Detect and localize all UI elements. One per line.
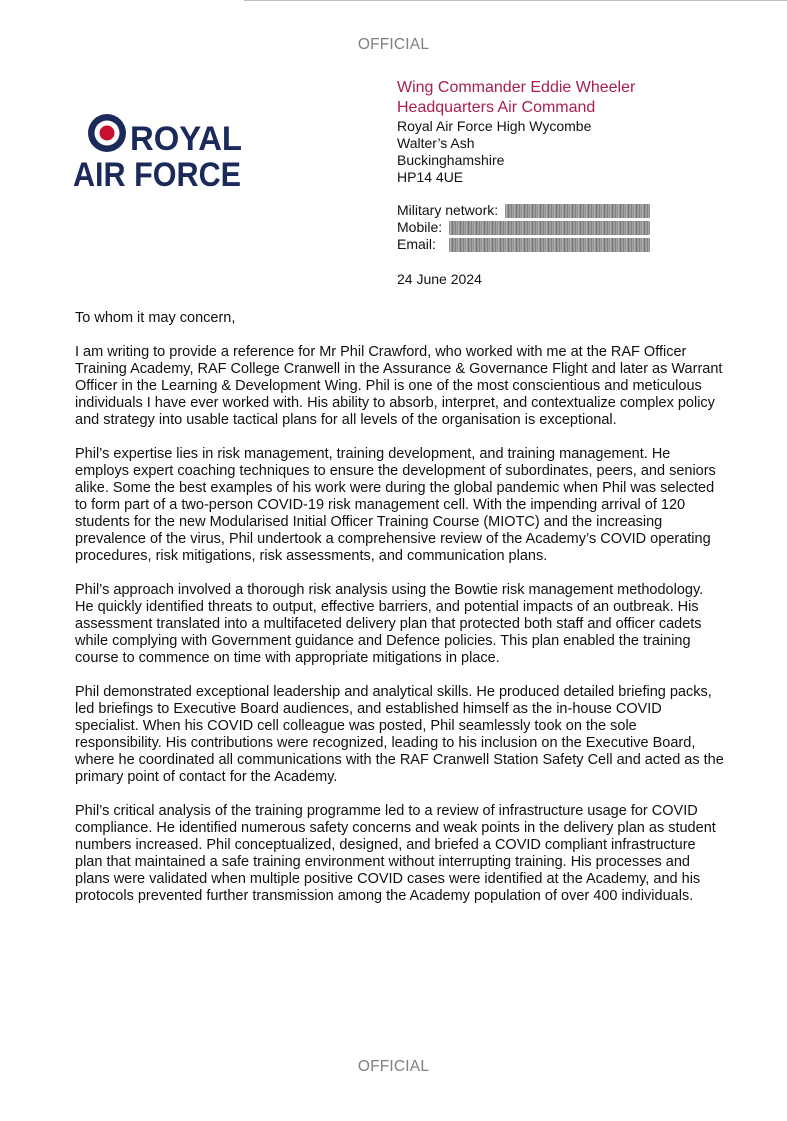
contact-details	[397, 202, 777, 253]
classification-marking-top: OFFICIAL	[357, 36, 430, 53]
email-label: Email:	[397, 236, 436, 252]
logo-word-air-force: AIR FORCE	[73, 156, 241, 190]
classification-marking-bottom: OFFICIAL	[357, 1058, 430, 1075]
body-paragraph: Phil’s approach involved a thorough risk analysis using the Bowtie risk management methodology. He quickly identified threats to output, effective barriers, and potential impacts of an outbreak. His assessment translated into a multifaceted delivery plan that protected both staff and officer cadets while complying with Government guidance and Defence policies. This plan enabled the training course to commence on time with appropriate mitigations in place.	[75, 582, 704, 666]
raf-logo	[72, 112, 244, 190]
sender-address-block	[397, 78, 777, 186]
body-paragraph: Phil’s critical analysis of the training programme led to a review of infrastructure usage for COVID compliance. He identified numerous safety concerns and weak points in the delivery plan as student numbers increased. Phil conceptualized, designed, and briefed a COVID compliant infrastructure plan that maintained a safe training environment without interrupting training. His processes and plans were validated when multiple positive COVID cases were identified at the Academy, and his protocols prevented further transmission among the Academy population of over 400 individuals.	[75, 803, 716, 904]
redacted-email	[449, 238, 650, 252]
address-line: HP14 4UE	[397, 169, 464, 185]
military-network-label: Military network:	[397, 202, 499, 218]
contact-row-email	[397, 236, 777, 253]
address-line: Royal Air Force High Wycombe	[397, 118, 592, 134]
contact-row-mobile	[397, 219, 777, 236]
body-paragraph: Phil demonstrated exceptional leadership and analytical skills. He produced detailed briefing packs, led briefings to Executive Board audiences, and established himself as the in-house COVID specialist. When his COVID cell colleague was posted, Phil seamlessly took on the sole responsibility. His contributions were recognized, leading to his inclusion on the Executive Board, where he coordinated all communications with the RAF Cranwell Station Safety Cell and acted as the primary point of contact for the Academy.	[75, 684, 724, 785]
contact-row-military-network	[397, 202, 777, 219]
body-paragraph: Phil’s expertise lies in risk management, training development, and training management. He employs expert coaching techniques to ensure the development of subordinates, peers, and seniors alike. Some the best examples of his work were during the global pandemic when Phil was selected to form part of a two-person COVID-19 risk management cell. With the impending arrival of 120 students for the new Modularised Initial Officer Training Course (MIOTC) and the increasing prevalence of the virus, Phil undertook a comprehensive review of the Academy’s COVID operating procedures, risk mitigations, risk assessments, and communication plans.	[75, 446, 716, 564]
salutation: To whom it may concern,	[75, 310, 236, 326]
redacted-mobile	[449, 221, 650, 235]
sender-organisation: Headquarters Air Command	[397, 99, 596, 116]
logo-word-royal: ROYAL	[130, 120, 242, 158]
redacted-military-network	[505, 204, 650, 218]
page-edge-rule	[244, 0, 787, 1]
mobile-label: Mobile:	[397, 219, 443, 235]
body-paragraph: I am writing to provide a reference for Mr Phil Crawford, who worked with me at the RAF Officer Training Academy, RAF College Cranwell in the Assurance & Governance Flight and later as Warrant Officer in the Learning & Development Wing. Phil is one of the most conscientious and meticulous individuals I have ever worked with. His ability to absorb, interpret, and contextualize complex policy and strategy into usable tactical plans for all levels of the organisation is exceptional.	[75, 344, 723, 428]
raf-roundel-logo-graphic	[72, 112, 244, 190]
roundel-red-centre	[100, 126, 115, 141]
letter-date: 24 June 2024	[397, 271, 482, 287]
address-line: Walter’s Ash	[397, 135, 475, 151]
sender-name: Wing Commander Eddie Wheeler	[397, 79, 636, 96]
address-line: Buckinghamshire	[397, 152, 505, 168]
letter-body	[75, 310, 725, 922]
